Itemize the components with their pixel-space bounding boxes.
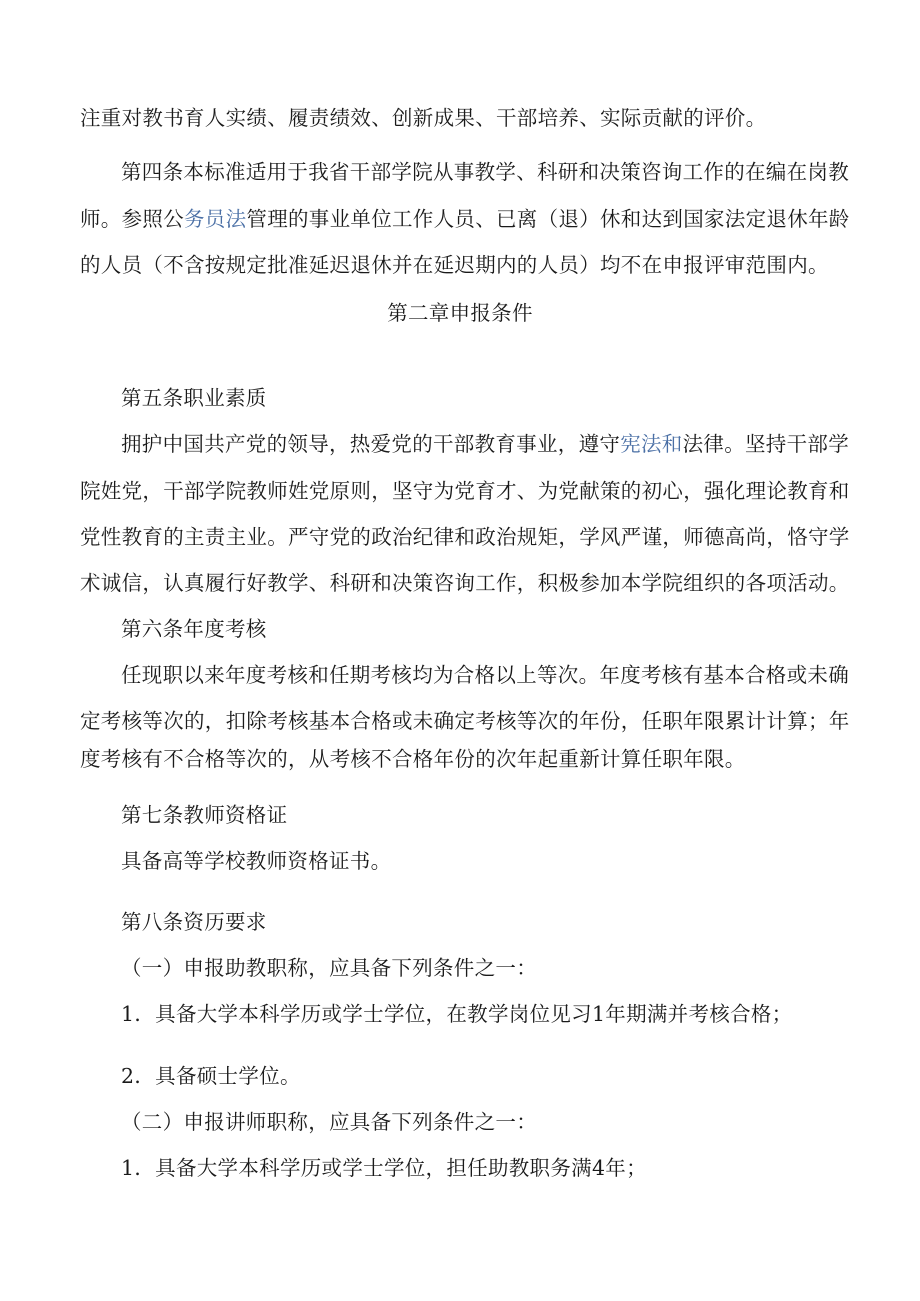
chapter-title: 第二章申报条件 — [387, 301, 533, 325]
article-8-sub-2: （二）申报讲师职称，应具备下列条件之一： — [121, 1110, 537, 1134]
article-6-line-1: 任现职以来年度考核和任期考核均为合格以上等次。年度考核有基本合格或未确 — [121, 663, 849, 687]
article-5-line-4: 术诚信，认真履行好教学、科研和决策咨询工作，积极参加本学院组织的各项活动。 — [80, 571, 850, 595]
article-8-sub-1-item-1: 1．具备大学本科学历或学士学位，在教学岗位见习1年期满并考核合格； — [121, 1002, 793, 1026]
article-5-text-a: 拥护中国共产党的领导，热爱党的干部教育事业，遵守 — [121, 432, 621, 456]
article-4-line-3: 的人员（不含按规定批准延迟退休并在延迟期内的人员）均不在申报评审范围内。 — [80, 253, 829, 277]
article-6-line-2: 定考核等次的，扣除考核基本合格或未确定考核等次的年份，任职年限累计计算；年 — [80, 709, 850, 733]
article-5-line-2: 院姓党，干部学院教师姓党原则，坚守为党育才、为党献策的初心，强化理论教育和 — [80, 479, 850, 503]
article-7-line-1: 具备高等学校教师资格证书。 — [121, 849, 392, 873]
article-4-text-b: 管理的事业单位工作人员、已离（退）休和达到国家法定退休年龄 — [246, 207, 850, 231]
article-8-sub-2-item-1: 1．具备大学本科学历或学士学位，担任助教职务满4年； — [121, 1156, 647, 1180]
article-5-line-1 — [121, 429, 850, 459]
article-5-text-b: 法律。坚持干部学 — [682, 432, 850, 456]
article-6-line-3: 度考核有不合格等次的，从考核不合格年份的次年起重新计算任职年限。 — [80, 747, 746, 771]
article-5-line-3: 党性教育的主责主业。严守党的政治纪律和政治规矩，学风严谨，师德高尚，恪守学 — [80, 525, 850, 549]
civil-servant-law-link[interactable]: 务员法 — [184, 207, 247, 231]
article-5-heading: 第五条职业素质 — [121, 386, 267, 410]
article-8-sub-1: （一）申报助教职称，应具备下列条件之一： — [121, 956, 537, 980]
article-3-continuation: 注重对教书育人实绩、履责绩效、创新成果、干部培养、实际贡献的评价。 — [80, 106, 767, 130]
article-4-line-2 — [80, 204, 850, 234]
article-8-sub-1-item-2: 2．具备硕士学位。 — [121, 1064, 301, 1088]
article-4-line-1: 第四条本标准适用于我省干部学院从事教学、科研和决策咨询工作的在编在岗教 — [121, 160, 849, 184]
article-6-heading: 第六条年度考核 — [121, 617, 267, 641]
constitution-link[interactable]: 宪法和 — [620, 432, 683, 456]
article-8-heading: 第八条资历要求 — [121, 910, 267, 934]
article-4-text-a: 师。参照公 — [80, 207, 184, 231]
article-7-heading: 第七条教师资格证 — [121, 803, 288, 827]
